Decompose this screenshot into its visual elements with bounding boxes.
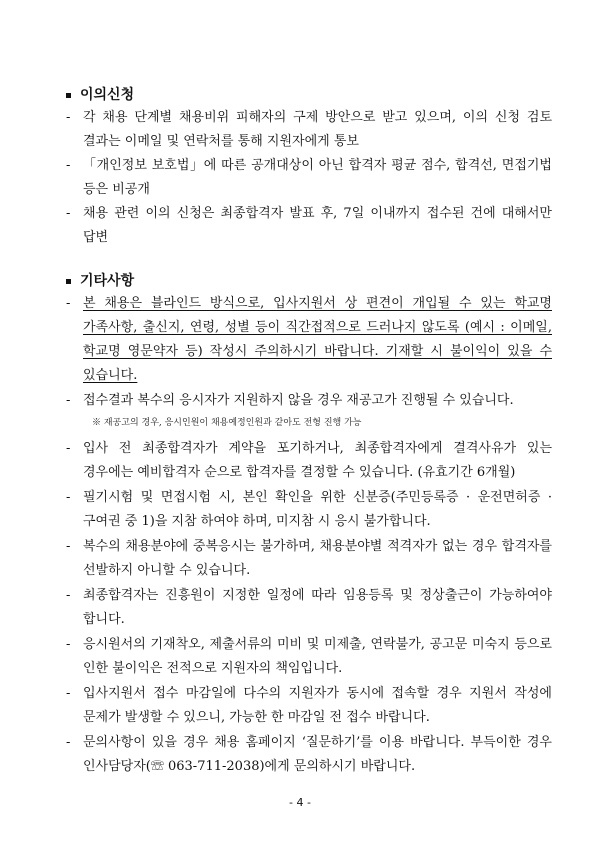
list-item: - 입사지원서 접수 마감일에 다수의 지원자가 동시에 접속할 경우 지원서 작성에 문제가 발생할 수 있으니, 가능한 한 마감일 전 접수 바랍니다. — [66, 686, 552, 725]
section-appeal-heading — [66, 86, 134, 104]
list-item: - 「개인정보 보호법」에 따른 공개대상이 아닌 합격자 평균 점수, 합격선, 면접기법 등은 비공개 — [66, 158, 552, 197]
list-item: - 최종합격자는 진흥원이 지정한 일정에 따라 임용등록 및 정상출근이 가능하여야 합니다. — [66, 588, 552, 627]
section-other-heading — [66, 272, 134, 290]
list-item: - 복수의 채용분야에 중복응시는 불가하며, 채용분야별 적격자가 없는 경우 합격자를 선발하지 아니할 수 있습니다. — [66, 539, 552, 578]
section-title: 기타사항 — [80, 273, 135, 289]
list-item: - 채용 관련 이의 신청은 최종합격자 발표 후, 7일 이내까지 접수된 건에 대해서만 답변 — [66, 206, 552, 245]
re-announcement-note: ※ 재공고의 경우, 응시인원이 채용예정인원과 같아도 전형 진행 가능 — [92, 418, 362, 428]
list-item-contact: - 문의사항이 있을 경우 채용 홈페이지 ‘질문하기’를 이용 바랍니다. 부득이한 경우 인사담당자(☏ 063-711-2038)에게 문의하시기 바랍니다. — [66, 735, 552, 774]
section-title: 이의신청 — [80, 87, 135, 103]
square-bullet-icon — [66, 93, 71, 98]
list-item: - 각 채용 단계별 채용비위 피해자의 구제 방안으로 받고 있으며, 이의 신청 검토 결과는 이메일 및 연락처를 통해 지원자에게 통보 — [66, 110, 552, 149]
page-number: - 4 - — [289, 796, 311, 809]
list-item: - 접수결과 복수의 응시자가 지원하지 않을 경우 재공고가 진행될 수 있습니다. — [66, 393, 514, 408]
square-bullet-icon — [66, 279, 71, 284]
list-item: - 응시원서의 기재착오, 제출서류의 미비 및 미제출, 연락불가, 공고문 미숙지 등으로 인한 불이익은 전적으로 지원자의 책임입니다. — [66, 637, 552, 676]
list-item-blind-notice: - 본 채용은 블라인드 방식으로, 입사지원서 상 편견이 개입될 수 있는 학교명 가족사항, 출신지, 연령, 성별 등이 직간접적으로 드러나지 않도록 (예시 : 이메일, 학교명 영문약자 등) 작성시 주의하시기 바랍니다. 기재할 시 불이익이 있을 수 있습니다. — [66, 296, 552, 383]
list-item: - 입사 전 최종합격자가 계약을 포기하거나, 최종합격자에게 결격사유가 있는 경우에는 예비합격자 순으로 합격자를 결정할 수 있습니다. (유효기간 6개월) — [66, 441, 552, 480]
list-item: - 필기시험 및 면접시험 시, 본인 확인을 위한 신분증(주민등록증 · 운전면허증 · 구여권 중 1)을 지참 하여야 하며, 미지참 시 응시 불가합니다. — [66, 490, 552, 529]
